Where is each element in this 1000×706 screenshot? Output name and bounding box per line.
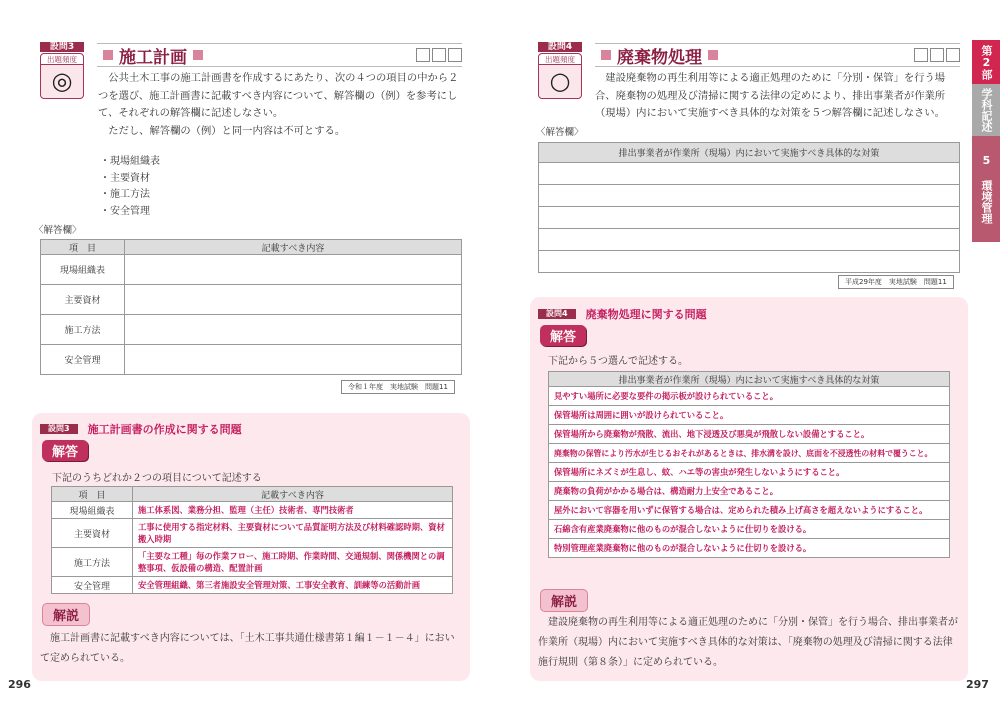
explanation-badge: 解説	[42, 603, 90, 626]
row-label: 現場組織表	[52, 502, 133, 519]
double-circle-icon: ◎	[51, 67, 73, 95]
row-label: 安全管理	[41, 345, 125, 375]
solution-intro: 下記から５つ選んで記述する。	[548, 356, 688, 367]
solution-box	[32, 413, 470, 681]
frequency-box	[538, 53, 582, 99]
answer-badge: 解答	[42, 440, 88, 461]
frequency-label: 出題頻度	[41, 54, 83, 65]
question-paragraph: 公共土木工事の施工計画書を作成するにあたり、次の４つの項目の中から２つを選び、施工計画書に記載すべき内容について、解答欄の（例）を参考にして、それぞれの解答欄に記述しなさい。	[98, 72, 459, 119]
bullet-item: ・主要資材	[100, 172, 150, 184]
solution-table	[548, 371, 950, 558]
row-content: 工事に使用する指定材料、主要資材について品質証明方法及び材料確認時期、資材搬入時期	[133, 519, 453, 548]
row-content: 廃棄物の保管により汚水が生じるおそれがあるときは、排水溝を設け、底面を不浸透性の材料で覆うこと。	[549, 444, 950, 463]
row-content: 「主要な工種」毎の作業フロー、施工時期、作業時間、交通規制、関係機関との調整事項、仮設備の構造、配置計画	[133, 548, 453, 577]
row-content: 屋外において容器を用いずに保管する場合は、定められた積み上げ高さを超えないようにすること。	[549, 501, 950, 520]
bullet-list	[100, 154, 160, 220]
answer-label: 〈解答欄〉	[536, 127, 584, 138]
solution-table	[51, 486, 453, 594]
tab-part-2[interactable]: 第2部	[972, 40, 1000, 84]
answer-cell[interactable]	[125, 315, 462, 345]
answer-label: 〈解答欄〉	[34, 225, 82, 236]
answer-cell[interactable]	[539, 207, 960, 229]
answer-cell[interactable]	[539, 251, 960, 273]
col-header: 記載すべき内容	[133, 487, 453, 502]
page-number: 296	[8, 678, 31, 691]
question-badge: 設問4	[538, 42, 582, 52]
tab-environment[interactable]: 5 環境管理	[972, 136, 1000, 242]
row-content: 見やすい場所に必要な要件の掲示板が設けられていること。	[549, 387, 950, 406]
answer-table	[538, 142, 960, 273]
tab-written[interactable]: 学科記述	[972, 84, 1000, 136]
answer-table	[40, 239, 462, 375]
frequency-box	[40, 53, 84, 99]
page-title: 廃棄物処理	[617, 47, 702, 68]
solution-box	[530, 297, 968, 681]
row-label: 施工方法	[52, 548, 133, 577]
checkboxes[interactable]	[416, 48, 462, 62]
explanation-text: 建設廃棄物の再生利用等による適正処理のために「分別・保管」を行う場合、排出事業者が作業所（現場）内において実施すべき具体的な対策は、「廃棄物の処理及び清掃に関する法律施行規則（第８条）」に定められている。	[538, 617, 958, 668]
row-content: 施工体系図、業務分担、監理（主任）技術者、専門技術者	[133, 502, 453, 519]
col-header: 項 目	[52, 487, 133, 502]
row-label: 現場組織表	[41, 255, 125, 285]
col-header: 排出事業者が作業所（現場）内において実施すべき具体的な対策	[539, 143, 960, 163]
explanation-badge: 解説	[540, 589, 588, 612]
answer-cell[interactable]	[539, 229, 960, 251]
row-content: 特別管理産業廃棄物に他のものが混合しないように仕切りを設ける。	[549, 539, 950, 558]
row-content: 保管場所にネズミが生息し、蚊、ハエ等の害虫が発生しないようにすること。	[549, 463, 950, 482]
solution-tag: 設問4	[538, 309, 576, 319]
title-bar	[97, 43, 462, 67]
source-label: 令和１年度 実地試験 問題11	[341, 380, 455, 394]
solution-intro: 下記のうちどれか２つの項目について記述する	[52, 473, 262, 484]
answer-cell[interactable]	[539, 163, 960, 185]
question-text	[98, 70, 464, 140]
solution-tag: 設問3	[40, 424, 78, 434]
row-label: 施工方法	[41, 315, 125, 345]
row-content: 保管場所から廃棄物が飛散、流出、地下浸透及び悪臭が飛散しない設備とすること。	[549, 425, 950, 444]
circle-icon: ○	[549, 67, 571, 95]
col-header: 項 目	[41, 240, 125, 255]
title-bar	[595, 43, 960, 67]
question-paragraph: ただし、解答欄の（例）と同一内容は不可とする。	[108, 124, 346, 137]
bullet-item: ・施工方法	[100, 189, 150, 200]
checkboxes[interactable]	[914, 48, 960, 62]
solution-title: 廃棄物処理に関する問題	[585, 308, 707, 321]
question-paragraph: 建設廃棄物の再生利用等による適正処理のために「分別・保管」を行う場合、廃棄物の処理及び清掃に関する法律の定めにより、排出事業者が作業所（現場）内において実施すべき具体的な対策を５つ解答欄に記述しなさい。	[595, 72, 946, 119]
solution-title: 施工計画書の作成に関する問題	[87, 423, 242, 436]
row-label: 主要資材	[52, 519, 133, 548]
row-content: 石綿含有産業廃棄物に他のものが混合しないように仕切りを設ける。	[549, 520, 950, 539]
answer-cell[interactable]	[539, 185, 960, 207]
answer-badge: 解答	[540, 325, 586, 346]
answer-cell[interactable]	[125, 255, 462, 285]
source-label: 平成29年度 実地試験 問題11	[838, 275, 954, 289]
col-header: 記載すべき内容	[125, 240, 462, 255]
explanation-text: 施工計画書に記載すべき内容については、「土木工事共通仕様書第１編１－１－４」において定められている。	[40, 633, 455, 664]
question-badge: 設問3	[40, 42, 84, 52]
page-title: 施工計画	[119, 47, 187, 68]
frequency-label: 出題頻度	[539, 54, 581, 65]
row-label: 主要資材	[41, 285, 125, 315]
answer-cell[interactable]	[125, 345, 462, 375]
col-header: 排出事業者が作業所（現場）内において実施すべき具体的な対策	[549, 372, 950, 387]
page-number: 297	[966, 678, 989, 691]
question-text	[595, 70, 961, 123]
answer-cell[interactable]	[125, 285, 462, 315]
row-content: 保管場所は周囲に囲いが設けられていること。	[549, 406, 950, 425]
row-label: 安全管理	[52, 577, 133, 594]
row-content: 廃棄物の負荷がかかる場合は、構造耐力上安全であること。	[549, 482, 950, 501]
bullet-item: ・現場組織表	[100, 156, 160, 167]
bullet-item: ・安全管理	[100, 205, 150, 217]
row-content: 安全管理組織、第三者施設安全管理対策、工事安全教育、訓練等の活動計画	[133, 577, 453, 594]
